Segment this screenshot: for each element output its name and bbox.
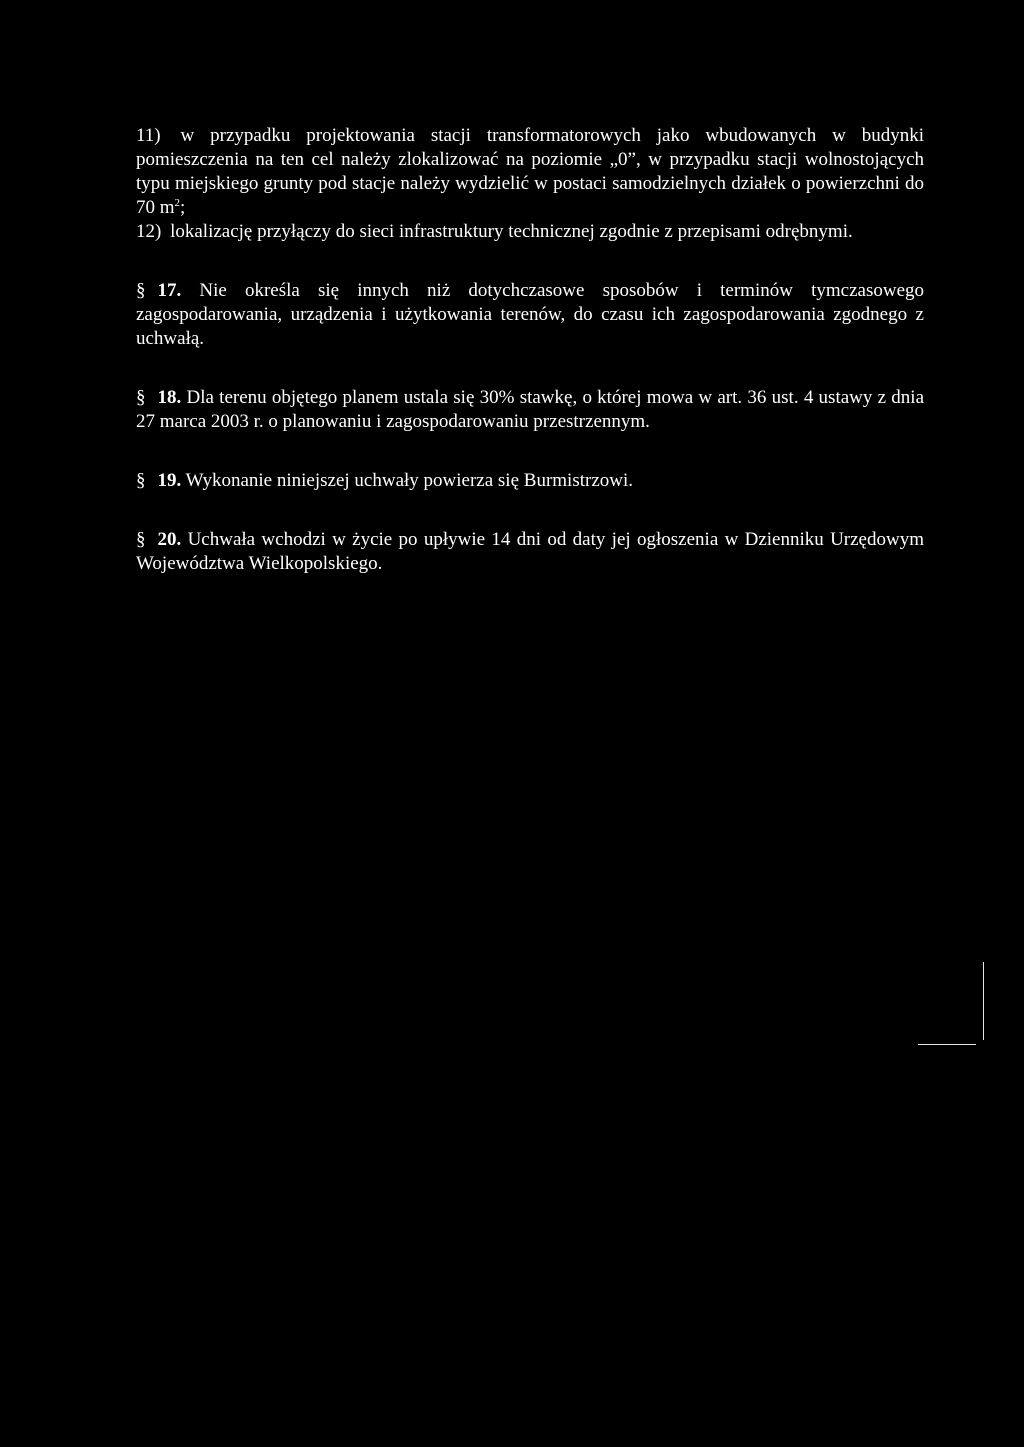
section-text: Dla terenu objętego planem ustala się 30% stawkę, o której mowa w art. 36 ust. 4 ustawy z dnia 27 marca 2003 r. o planowaniu i zagospodarowaniu przestrzennym. bbox=[136, 387, 925, 432]
section-number: 17. bbox=[157, 280, 182, 301]
list-items bbox=[136, 124, 924, 244]
list-item bbox=[136, 124, 924, 220]
item-number: 12) bbox=[136, 221, 162, 242]
section-20 bbox=[136, 528, 924, 576]
section-sign: § bbox=[136, 529, 146, 550]
item-text: lokalizację przyłączy do sieci infrastruktury technicznej zgodnie z przepisami odrębnymi. bbox=[170, 221, 853, 242]
section-sign: § bbox=[136, 280, 146, 301]
section-text: Wykonanie niniejszej uchwały powierza się Burmistrzowi. bbox=[185, 470, 634, 491]
section-number: 20. bbox=[157, 529, 182, 550]
list-item bbox=[136, 220, 924, 244]
section-19 bbox=[136, 469, 924, 493]
section-number: 19. bbox=[157, 470, 182, 491]
section-sign: § bbox=[136, 387, 146, 408]
section-sign: § bbox=[136, 470, 146, 491]
scan-corner-mark-horizontal bbox=[918, 1044, 976, 1045]
section-text: Nie określa się innych niż dotychczasowe sposobów i terminów tymczasowego zagospodarowania, urządzenia i użytkowania terenów, do czasu ich zagospodarowania zgodnego z uchwałą. bbox=[136, 280, 924, 349]
section-17 bbox=[136, 279, 924, 351]
item-number: 11) bbox=[136, 125, 161, 146]
section-text: Uchwała wchodzi w życie po upływie 14 dni od daty jej ogłoszenia w Dzienniku Urzędowym Województwa Wielkopolskiego. bbox=[136, 529, 924, 574]
item-text: w przypadku projektowania stacji transformatorowych jako wbudowanych w budynki pomieszczenia na ten cel należy zlokalizować na poziomie „0”, w przypadku stacji wolnostojących typu miejskiego grunty pod stacje należy wydzielić w postaci samodzielnych działek o powierzchni do 70 m bbox=[136, 125, 925, 218]
section-number: 18. bbox=[157, 387, 182, 408]
superscript: 2 bbox=[174, 197, 181, 209]
section-18 bbox=[136, 386, 924, 434]
item-text-end: ; bbox=[180, 197, 186, 218]
document-body bbox=[136, 124, 924, 576]
scan-corner-mark-vertical bbox=[983, 962, 984, 1040]
